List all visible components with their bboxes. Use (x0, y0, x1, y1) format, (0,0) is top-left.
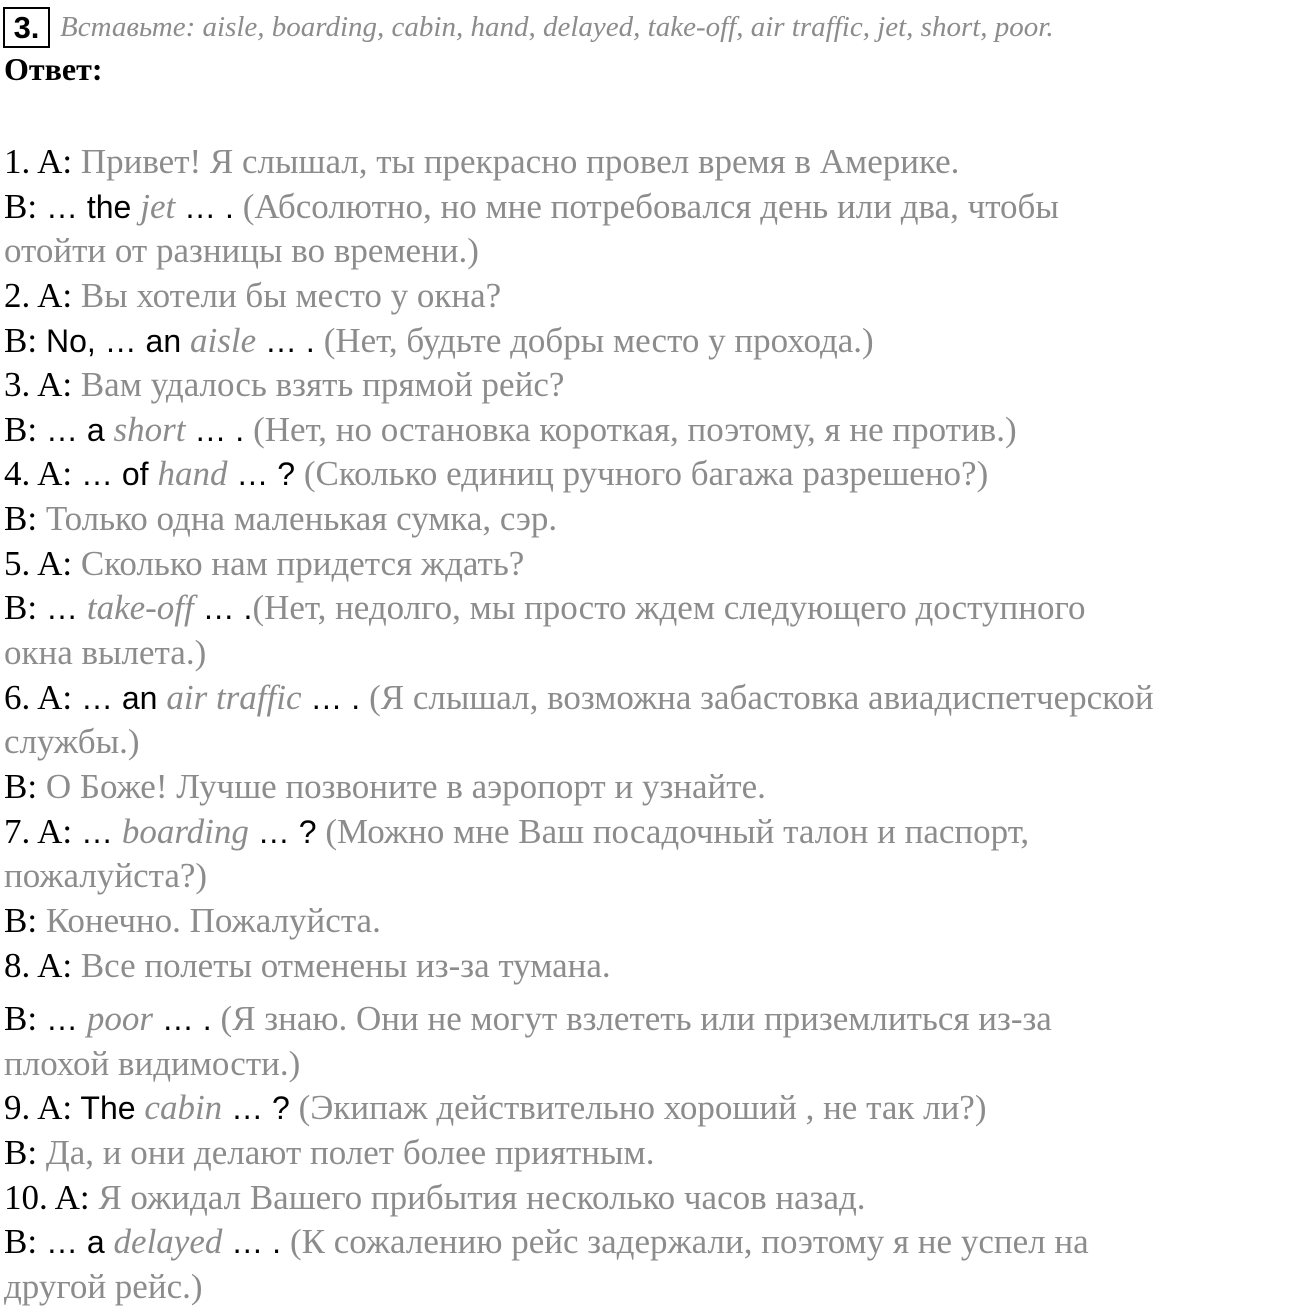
russian-translation: пожалуйста?) (4, 856, 208, 896)
answer-line (4, 1042, 1292, 1087)
speaker-label: 6. A: (4, 677, 73, 717)
answer-line (4, 944, 1292, 989)
answer-lines (4, 140, 1292, 1310)
russian-translation: (Сколько единиц ручного багажа разрешено?) (303, 454, 989, 494)
english-fragment: … a (37, 1224, 114, 1261)
english-fragment: … (72, 813, 122, 850)
answer-line (4, 229, 1292, 274)
english-fragment: … (37, 1001, 87, 1038)
speaker-label: 2. A: (4, 275, 73, 315)
english-fragment: … . (301, 679, 370, 716)
answer-line (4, 1265, 1292, 1310)
speaker-label: 3. A: (4, 365, 73, 405)
inserted-word: take-off (86, 588, 194, 628)
russian-translation: другой рейс.) (4, 1267, 203, 1307)
speaker-label: 8. A: (4, 945, 73, 985)
russian-translation: Все полеты отменены из-за тумана. (72, 945, 611, 985)
russian-translation: Да, и они делают полет более приятным. (37, 1133, 655, 1173)
russian-translation: (Нет, недолго, мы просто ждем следующего доступного (252, 588, 1086, 628)
speaker-label: B: (4, 588, 38, 628)
speaker-label: B: (4, 186, 38, 226)
english-fragment: … ? (222, 1090, 299, 1127)
english-fragment: … . (193, 590, 253, 627)
answer-label: Ответ: (4, 51, 103, 87)
english-fragment: … (37, 590, 87, 627)
speaker-label: 9. A: (4, 1088, 73, 1128)
answer-line (4, 363, 1292, 408)
answer-line (4, 1086, 1292, 1131)
inserted-word: jet (140, 186, 176, 226)
russian-translation: (Нет, но остановка короткая, поэтому, я не против.) (253, 409, 1017, 449)
english-fragment: The (72, 1090, 145, 1127)
inserted-word: cabin (144, 1088, 223, 1128)
inserted-word: boarding (121, 811, 249, 851)
speaker-label: B: (4, 766, 38, 806)
speaker-label: B: (4, 499, 38, 539)
inserted-word: poor (86, 999, 153, 1039)
answer-line (4, 452, 1292, 497)
english-fragment: … a (37, 411, 114, 448)
russian-translation: Только одна маленькая сумка, сэр. (37, 499, 558, 539)
answer-line (4, 274, 1292, 319)
speaker-label: 10. A: (4, 1177, 90, 1217)
english-fragment: No, … an (37, 322, 191, 359)
english-fragment: … an (72, 679, 167, 716)
english-fragment: … . (185, 411, 254, 448)
russian-translation: Сколько нам придется ждать? (72, 543, 525, 583)
russian-translation: (Я слышал, возможна забастовка авиадиспетчерской (369, 677, 1154, 717)
english-fragment: … the (37, 188, 141, 225)
speaker-label: 7. A: (4, 811, 73, 851)
russian-translation: окна вылета.) (4, 633, 207, 673)
speaker-label: B: (4, 320, 38, 360)
answer-line (4, 997, 1292, 1042)
russian-translation: (Я знаю. Они не могут взлететь или приземлиться из-за (220, 999, 1052, 1039)
english-fragment: … ? (248, 813, 326, 850)
russian-translation: О Боже! Лучше позвоните в аэропорт и узнайте. (37, 766, 766, 806)
inserted-word: aisle (190, 320, 257, 360)
english-fragment: … ? (227, 456, 304, 493)
inserted-word: hand (157, 454, 228, 494)
english-fragment: … . (256, 322, 324, 359)
speaker-label: 5. A: (4, 543, 73, 583)
inserted-word: air traffic (166, 677, 302, 717)
russian-translation: Я ожидал Вашего прибытия несколько часов назад. (89, 1177, 866, 1217)
russian-translation: (Экипаж действительно хороший , не так ли?) (298, 1088, 987, 1128)
russian-translation: Привет! Я слышал, ты прекрасно провел время в Америке. (72, 142, 960, 181)
answer-line (4, 586, 1292, 631)
english-fragment: … of (72, 456, 158, 493)
russian-translation: плохой видимости.) (4, 1043, 301, 1083)
inserted-word: delayed (113, 1222, 223, 1262)
russian-translation: службы.) (4, 722, 140, 762)
russian-translation: (Нет, будьте добры место у прохода.) (323, 320, 874, 360)
english-fragment: … . (152, 1001, 221, 1038)
answer-line (4, 676, 1292, 721)
russian-translation: (Можно мне Ваш посадочный талон и паспорт, (325, 811, 1030, 851)
answer-line (4, 810, 1292, 855)
answer-line (4, 408, 1292, 453)
answer-line (4, 542, 1292, 587)
speaker-label: B: (4, 999, 38, 1039)
answer-line (4, 631, 1292, 676)
speaker-label: B: (4, 1222, 38, 1262)
answer-line (4, 319, 1292, 364)
russian-translation: Вам удалось взять прямой рейс? (72, 365, 565, 405)
answer-line (4, 185, 1292, 230)
russian-translation: отойти от разницы во времени.) (4, 231, 479, 271)
english-fragment: … . (175, 188, 243, 225)
answer-line (4, 854, 1292, 899)
exercise-instruction: Вставьте: aisle, boarding, cabin, hand, delayed, take-off, air traffic, jet, short, poor. (60, 11, 1054, 43)
answer-line (4, 899, 1292, 944)
answer-line (4, 497, 1292, 542)
answer-line (4, 720, 1292, 765)
russian-translation: Конечно. Пожалуйста. (37, 900, 381, 940)
inserted-word: short (113, 409, 186, 449)
english-fragment: … . (222, 1224, 290, 1261)
answer-line (4, 1131, 1292, 1176)
speaker-label: B: (4, 900, 38, 940)
speaker-label: 1. A: (4, 142, 73, 181)
exercise-header (3, 7, 1054, 51)
answer-line (4, 1176, 1292, 1221)
russian-translation: Вы хотели бы место у окна? (72, 275, 502, 315)
exercise-number: 3. (3, 7, 50, 48)
answer-line (4, 140, 1292, 185)
speaker-label: B: (4, 409, 38, 449)
answer-line (4, 765, 1292, 810)
speaker-label: B: (4, 1133, 38, 1173)
speaker-label: 4. A: (4, 454, 73, 494)
answer-line (4, 1220, 1292, 1265)
russian-translation: (К сожалению рейс задержали, поэтому я не успел на (289, 1222, 1089, 1262)
russian-translation: (Абсолютно, но мне потребовался день или два, чтобы (242, 186, 1059, 226)
